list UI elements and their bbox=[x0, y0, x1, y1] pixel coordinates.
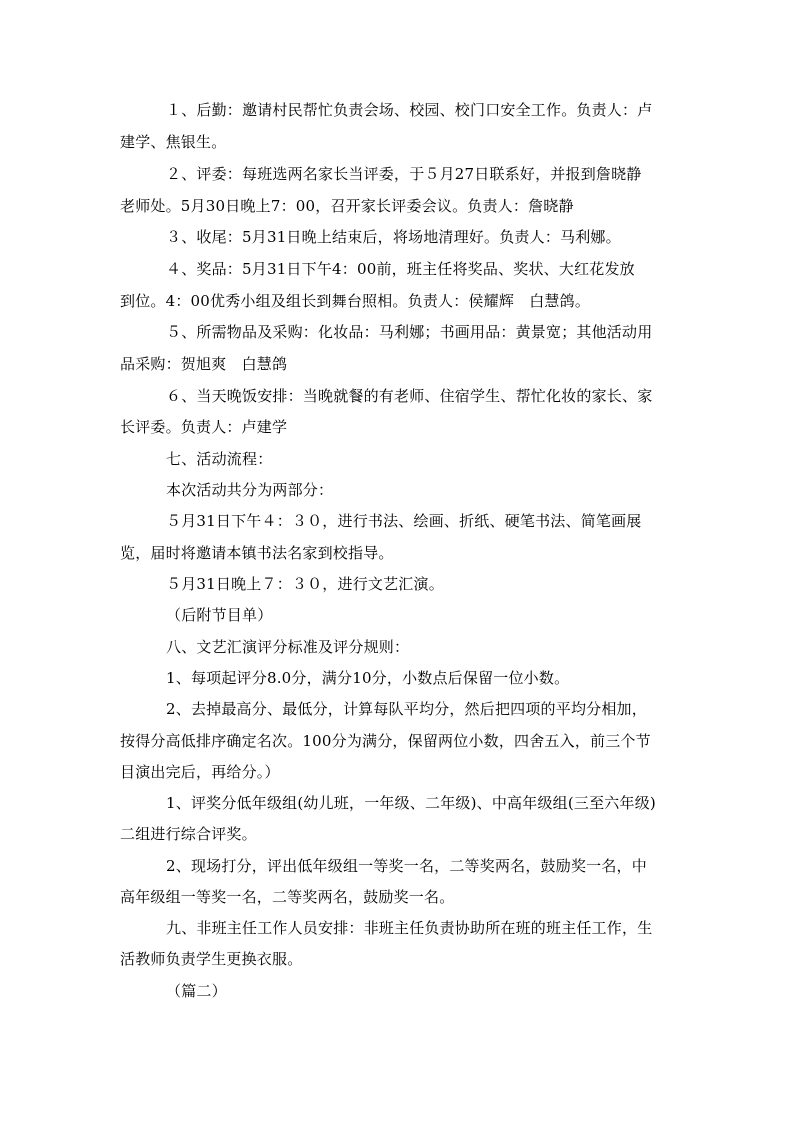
section-heading: （篇二） bbox=[166, 982, 227, 1000]
text-line: 览，届时将邀请本镇书法名家到校指导。 bbox=[120, 544, 394, 562]
text-line: １、后勤：邀请村民帮忙负责会场、校园、校门口安全工作。负责人：卢 bbox=[166, 101, 653, 119]
text-line: 建学、焦银生。 bbox=[120, 133, 227, 151]
text-line: 1、每项起评分8.0分，满分10分，小数点后保留一位小数。 bbox=[166, 669, 570, 687]
text-line: 二组进行综合评奖。 bbox=[120, 825, 257, 843]
text-line: 2、现场打分，评出低年级组一等奖一名，二等奖两名，鼓励奖一名，中 bbox=[166, 857, 647, 875]
text-line: 按得分高低排序确定名次。100分为满分，保留两位小数，四舍五入，前三个节 bbox=[120, 732, 651, 750]
text-line: （后附节目单） bbox=[166, 606, 273, 624]
text-line: 品采购：贺旭爽 白慧鸽 bbox=[120, 355, 288, 373]
text-line: ２、评委：每班选两名家长当评委，于５月27日联系好，并报到詹晓静 bbox=[166, 165, 642, 183]
text-line: 目演出完后，再给分。） bbox=[120, 763, 280, 781]
section-heading: 九、非班主任工作人员安排：非班主任负责协助所在班的班主任工作，生 bbox=[166, 919, 653, 937]
text-line: 高年级组一等奖一名，二等奖两名，鼓励奖一名。 bbox=[120, 888, 455, 906]
text-line: ６、当天晚饭安排：当晚就餐的有老师、住宿学生、帮忙化妆的家长、家 bbox=[166, 387, 653, 405]
text-line: ５月31日晚上７：３０，进行文艺汇演。 bbox=[166, 575, 444, 593]
text-line: ４、奖品：5月31日下午4：00前，班主任将奖品、奖状、大红花发放 bbox=[166, 260, 635, 278]
text-line: 到位。4：00优秀小组及组长到舞台照相。负责人：侯耀辉 白慧鸽。 bbox=[120, 292, 591, 310]
text-line: 2、去掉最高分、最低分，计算每队平均分，然后把四项的平均分相加， bbox=[166, 700, 647, 718]
text-line: 长评委。负责人：卢建学 bbox=[120, 418, 288, 436]
text-line: 本次活动共分为两部分： bbox=[166, 481, 334, 499]
text-line: 活教师负责学生更换衣服。 bbox=[120, 950, 303, 968]
text-line: 1、评奖分低年级组(幼儿班，一年级、二年级)、中高年级组(三至六年级) bbox=[166, 794, 656, 812]
text-line: 老师处。5月30日晚上7：00，召开家长评委会议。负责人：詹晓静 bbox=[120, 197, 574, 215]
section-heading: 八、文艺汇演评分标准及评分规则： bbox=[166, 638, 410, 656]
text-line: ３、收尾：5月31日晚上结束后，将场地清理好。负责人：马利娜。 bbox=[166, 228, 621, 246]
section-heading: 七、活动流程： bbox=[166, 450, 273, 468]
text-line: ５、所需物品及采购：化妆品：马利娜；书画用品：黄景宽；其他活动用 bbox=[166, 323, 653, 341]
text-line: ５月31日下午４：３０，进行书法、绘画、折纸、硬笔书法、简笔画展 bbox=[166, 512, 642, 530]
